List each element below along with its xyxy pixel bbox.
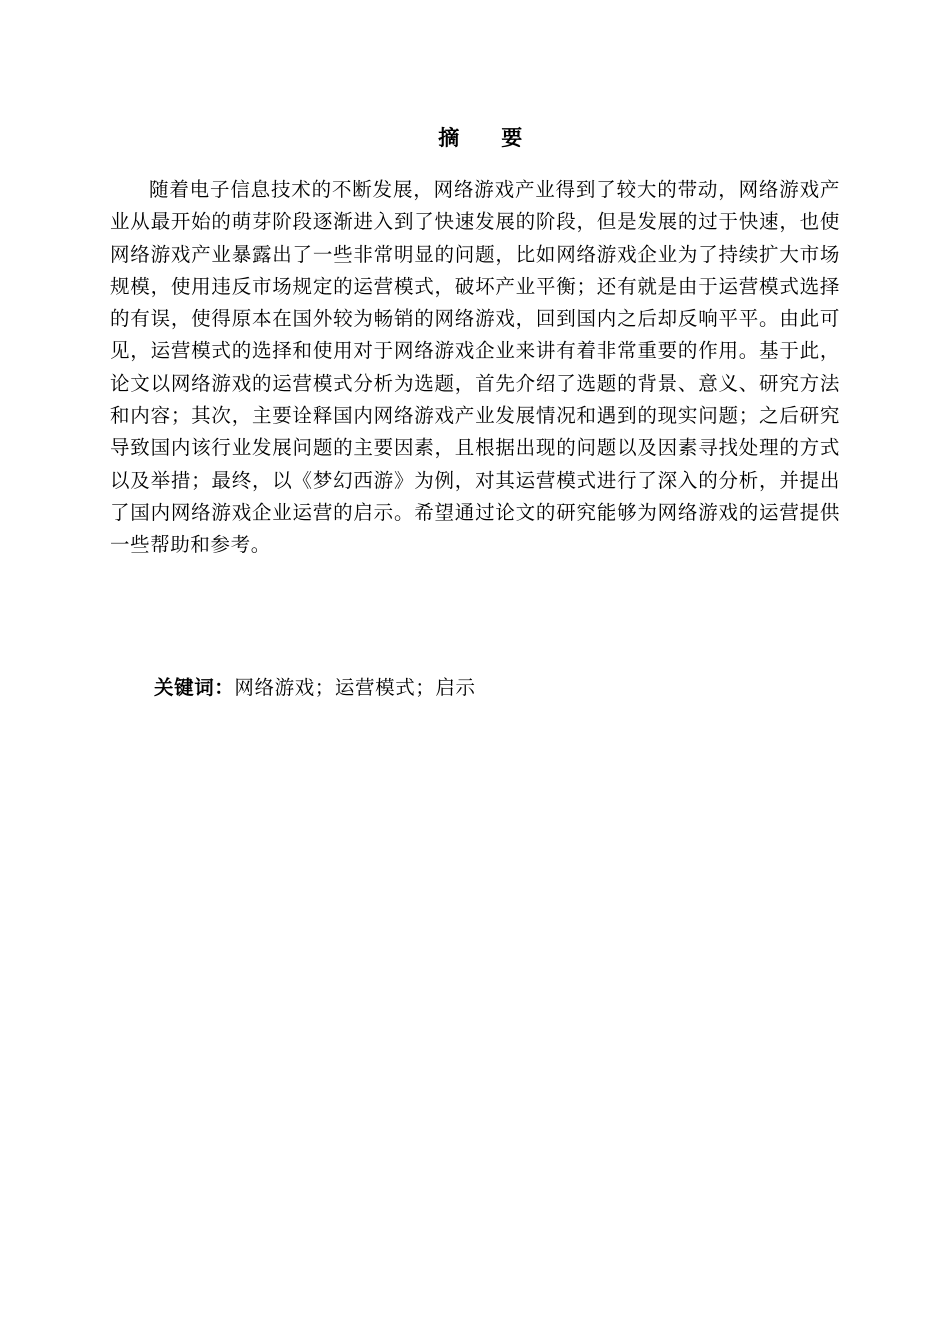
keywords-label: 关键词： [154, 676, 235, 699]
keywords-text: 网络游戏；运营模式；启示 [234, 676, 476, 699]
abstract-body: 随着电子信息技术的不断发展，网络游戏产业得到了较大的带动，网络游戏产业从最开始的萌芽阶段逐渐进入到了快速发展的阶段，但是发展的过于快速，也使网络游戏产业暴露出了一些非常明显的问题，比如网络游戏企业为了持续扩大市场规模，使用违反市场规定的运营模式，破坏产业平衡；还有就是由于运营模式选择的有误，使得原本在国外较为畅销的网络游戏，回到国内之后却反响平平。由此可见，运营模式的选择和使用对于网络游戏企业来讲有着非常重要的作用。基于此，论文以网络游戏的运营模式分析为选题，首先介绍了选题的背景、意义、研究方法和内容；其次，主要诠释国内网络游戏产业发展情况和遇到的现实问题；之后研究导致国内该行业发展问题的主要因素，且根据出现的问题以及因素寻找处理的方式以及举措；最终，以《梦幻西游》为例，对其运营模式进行了深入的分析，并提出了国内网络游戏企业运营的启示。希望通过论文的研究能够为网络游戏的运营提供一些帮助和参考。 [110, 178, 840, 557]
keywords-line [154, 672, 476, 704]
abstract-title: 摘 要 [438, 126, 533, 150]
